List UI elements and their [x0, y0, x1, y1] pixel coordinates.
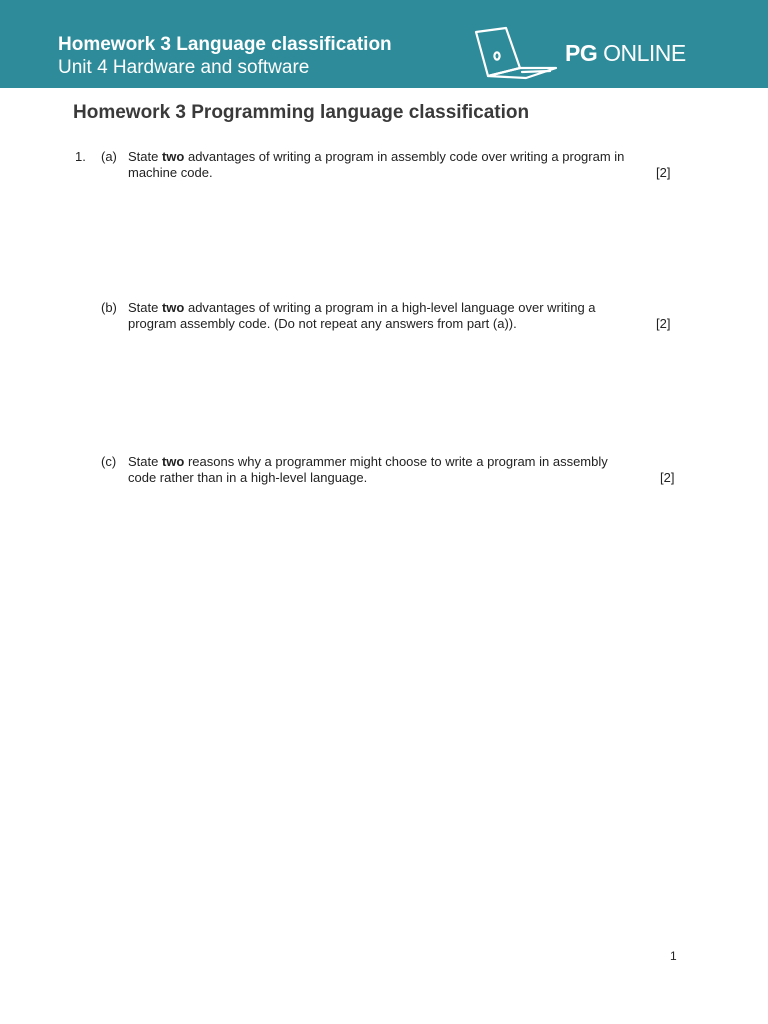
question-emphasis: two: [161, 454, 185, 469]
question-1c: [0, 454, 768, 486]
question-line-1-rest: advantages of writing a program in assembly code over writing a program in: [184, 149, 625, 164]
question-prefix: State: [128, 300, 162, 315]
page-title: Homework 3 Programming language classification: [73, 102, 530, 123]
question-line-2: program assembly code. (Do not repeat any answers from part (a)).: [128, 315, 517, 331]
logo-text: [565, 40, 686, 67]
question-prefix: State: [128, 149, 162, 164]
question-number: 1.: [75, 149, 86, 164]
laptop-icon: [470, 26, 560, 82]
question-emphasis: two: [161, 149, 185, 164]
question-text: [128, 149, 673, 180]
header-title: Homework 3 Language classification: [58, 34, 392, 55]
question-marks: [2]: [656, 315, 671, 331]
question-text: [128, 454, 673, 485]
question-marks: [2]: [656, 164, 671, 180]
page-number: 1: [670, 949, 677, 963]
question-marks: [2]: [660, 469, 675, 485]
question-emphasis: two: [161, 300, 185, 315]
question-line-1: [128, 454, 673, 470]
header-bar: [0, 0, 768, 88]
question-line-2: code rather than in a high-level language.: [128, 469, 368, 485]
logo-text-bold: PG: [565, 40, 598, 66]
question-part-label: (a): [101, 149, 117, 164]
question-line-1: [128, 300, 673, 316]
logo-text-regular: ONLINE: [597, 40, 686, 66]
question-line-2: machine code.: [128, 164, 213, 180]
question-1a: [0, 149, 768, 181]
question-prefix: State: [128, 454, 162, 469]
question-part-label: (c): [101, 454, 117, 469]
question-line-1-rest: advantages of writing a program in a high-level language over writing a: [184, 300, 596, 315]
pg-online-logo: [470, 26, 700, 82]
question-text: [128, 300, 673, 331]
question-line-1: [128, 149, 673, 165]
header-subtitle: Unit 4 Hardware and software: [58, 57, 310, 78]
question-1b: [0, 300, 768, 332]
question-part-label: (b): [101, 300, 117, 315]
question-line-1-rest: reasons why a programmer might choose to write a program in assembly: [184, 454, 608, 469]
